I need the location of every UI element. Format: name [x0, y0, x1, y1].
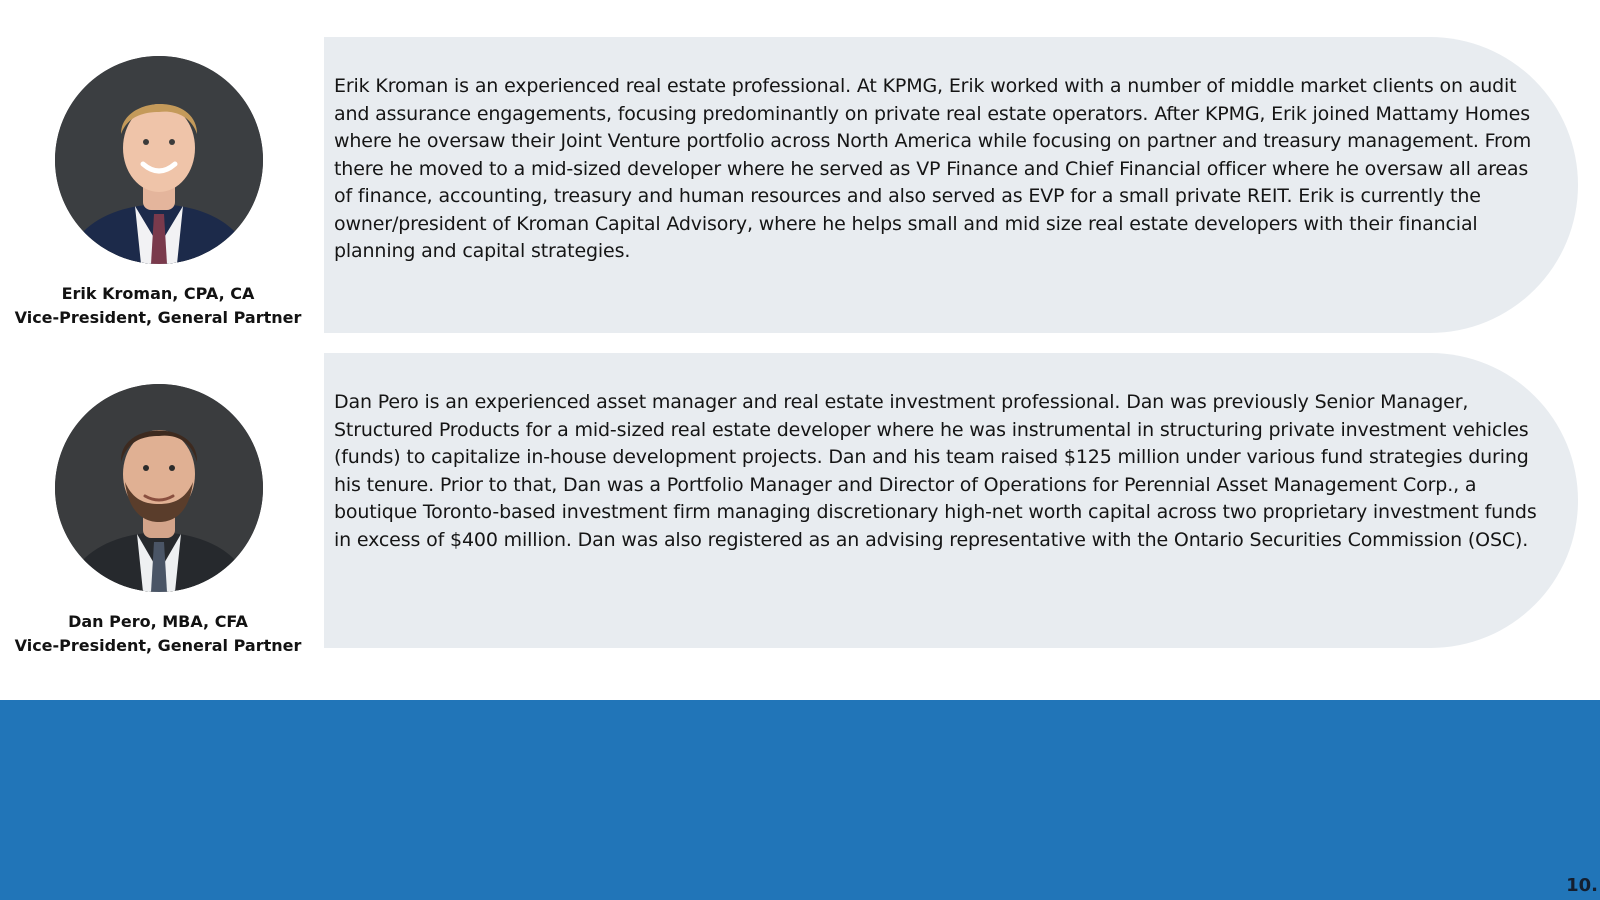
- bio-text: Erik Kroman is an experienced real estate professional. At KPMG, Erik worked with a number of middle market clients on audit and assurance engagements, focusing predominantly on private real estate operators. After KPMG, Erik joined Mattamy Homes where he oversaw their Joint Venture portfolio across North America while focusing on partner and treasury management. From there he moved to a mid-sized developer where he served as VP Finance and Chief Financial officer where he oversaw all areas of finance, accounting, treasury and human resources and also served as EVP for a small private REIT. Erik is currently the owner/president of Kroman Capital Advisory, where he helps small and mid size real estate developers with their financial planning and capital strategies.: [334, 75, 1532, 262]
- profile-photo: [55, 384, 263, 592]
- bio-panel: [324, 353, 1578, 648]
- profile-role: Vice-President, General Partner: [14, 308, 302, 327]
- footer-band: [0, 700, 1600, 900]
- portrait-illustration: [55, 384, 263, 592]
- page-number: 10.: [1566, 875, 1598, 896]
- profile-name: Erik Kroman, CPA, CA: [61, 284, 255, 303]
- bio-panel: [324, 37, 1578, 333]
- profile-name: Dan Pero, MBA, CFA: [68, 612, 248, 631]
- profile-caption: [0, 282, 316, 330]
- profile-caption: [0, 610, 316, 658]
- profile-role: Vice-President, General Partner: [14, 636, 302, 655]
- bio-text: Dan Pero is an experienced asset manager and real estate investment professional. Dan was previously Senior Manager, Structured Products for a mid-sized real estate developer where he was instrumental in structuring private investment vehicles (funds) to capitalize in-house development projects. Dan and his team raised $125 million under various fund strategies during his tenure. Prior to that, Dan was a Portfolio Manager and Director of Operations for Perennial Asset Management Corp., a boutique Toronto-based investment firm managing discretionary high-net worth capital across two proprietary investment funds in excess of $400 million. Dan was also registered as an advising representative with the Ontario Securities Commission (OSC).: [334, 391, 1537, 551]
- profile-photo: [55, 56, 263, 264]
- portrait-illustration: [55, 56, 263, 264]
